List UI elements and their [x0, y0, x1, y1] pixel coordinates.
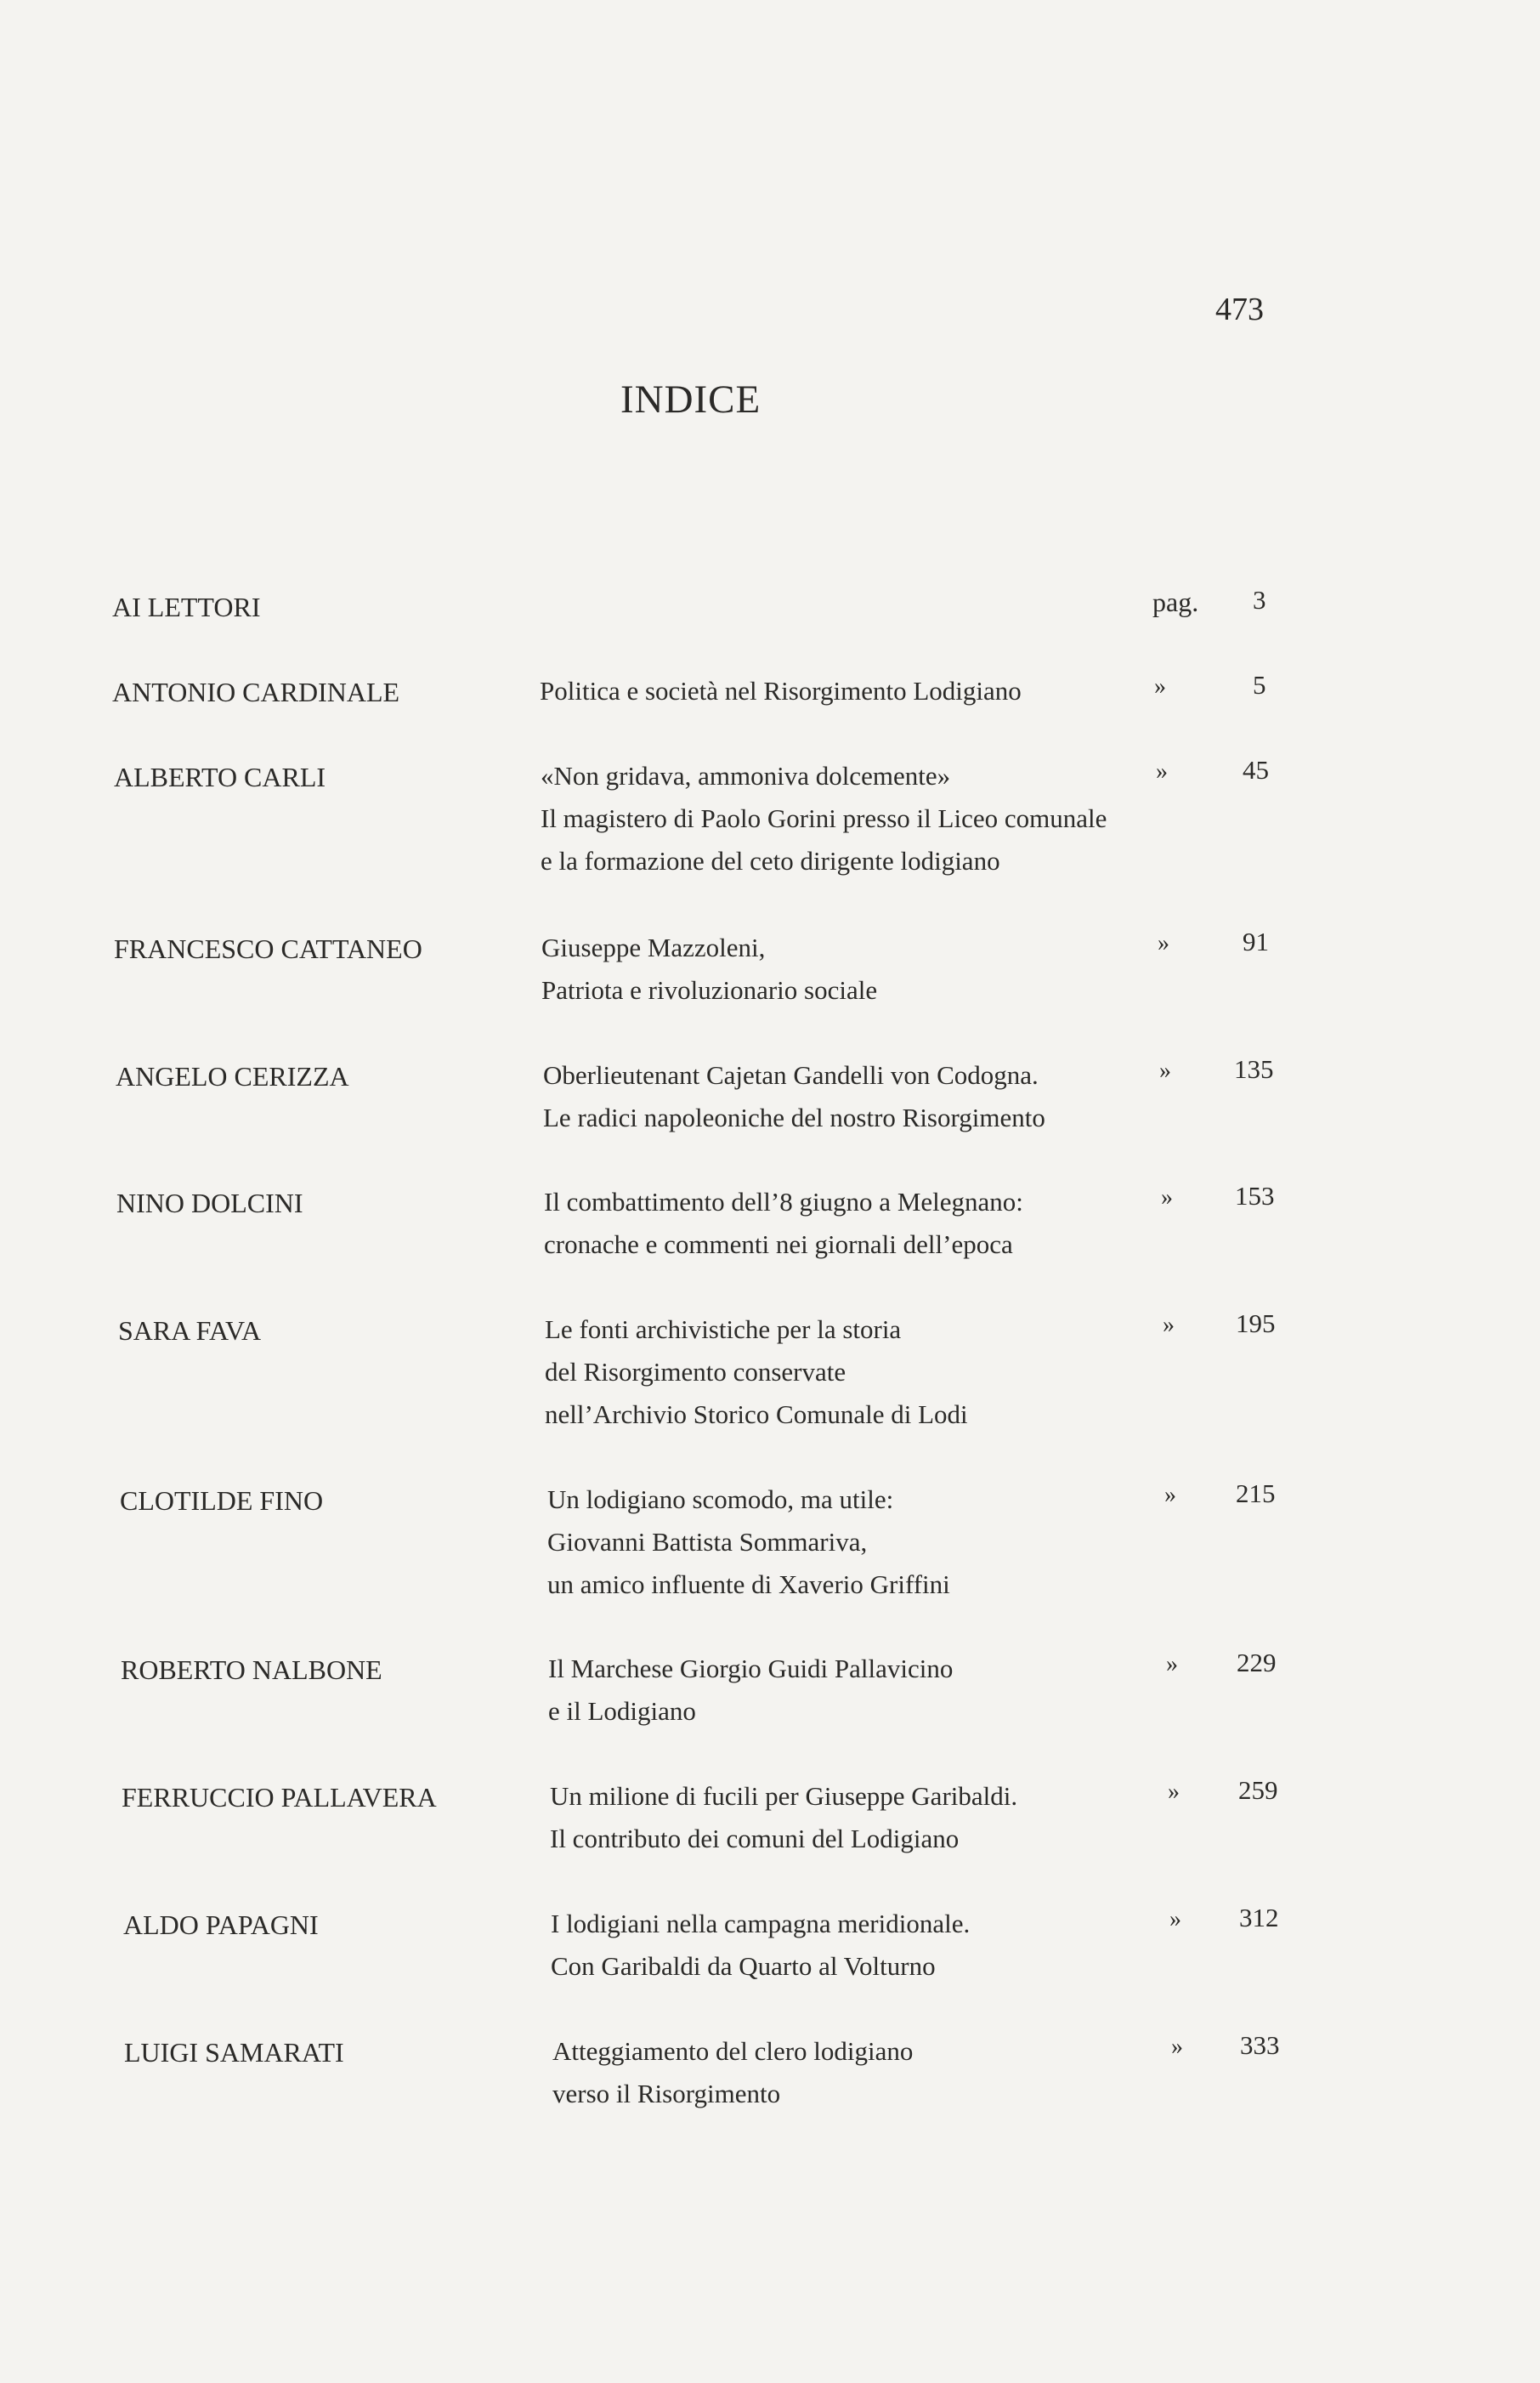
toc-author: CLOTILDE FINO: [120, 1485, 324, 1516]
toc-title-line: Un milione di fucili per Giuseppe Garibaldi.: [550, 1781, 1018, 1811]
toc-author: ANGELO CERIZZA: [116, 1061, 349, 1092]
toc-page-number: 195: [1236, 1308, 1276, 1338]
toc-title-line: Con Garibaldi da Quarto al Volturno: [551, 1951, 936, 1981]
toc-author: SARA FAVA: [118, 1315, 262, 1346]
toc-title: [540, 670, 1022, 712]
toc-author: ROBERTO NALBONE: [121, 1654, 382, 1685]
toc-author: FRANCESCO CATTANEO: [114, 933, 422, 964]
page-title: INDICE: [620, 377, 762, 422]
toc-author: FERRUCCIO PALLAVERA: [122, 1782, 437, 1813]
toc-title: [541, 927, 877, 1012]
toc-page-number: 3: [1253, 585, 1266, 615]
toc-title-line: Patriota e rivoluzionario sociale: [541, 975, 878, 1005]
toc-title: [541, 755, 1107, 882]
page-abbreviation: pag.: [1152, 587, 1199, 617]
toc-title-line: Oberlieutenant Cajetan Gandelli von Codogna.: [543, 1060, 1039, 1090]
toc-author: LUIGI SAMARATI: [124, 2037, 344, 2068]
toc-title: [550, 1775, 1017, 1860]
toc-page-number: 259: [1238, 1775, 1278, 1805]
ditto-mark: »: [1158, 930, 1169, 956]
toc-title-line: Atteggiamento del clero lodigiano: [552, 2036, 914, 2066]
toc-title-line: Un lodigiano scomodo, ma utile:: [547, 1484, 894, 1514]
toc-title-line: Il combattimento dell’8 giugno a Melegnano:: [544, 1187, 1023, 1217]
toc-title-line: nell’Archivio Storico Comunale di Lodi: [545, 1399, 968, 1429]
toc-title-line: Il Marchese Giorgio Guidi Pallavicino: [548, 1654, 954, 1683]
toc-title-line: e la formazione del ceto dirigente lodigiano: [541, 846, 1000, 876]
toc-title-line: cronache e commenti nei giornali dell’epoca: [544, 1229, 1013, 1259]
toc-page-number: 91: [1243, 927, 1269, 956]
toc-title-line: Il contributo dei comuni del Lodigiano: [550, 1824, 960, 1853]
toc-title: [547, 1478, 950, 1606]
toc-title-line: un amico influente di Xaverio Griffini: [547, 1569, 950, 1599]
toc-title: [545, 1308, 968, 1436]
ditto-mark: »: [1171, 2034, 1183, 2060]
ditto-mark: »: [1159, 1058, 1171, 1084]
toc-page-number: 229: [1237, 1648, 1277, 1677]
toc-title: [548, 1648, 953, 1733]
toc-page-number: 45: [1243, 755, 1269, 785]
ditto-mark: »: [1169, 1906, 1181, 1932]
toc-title-line: Giovanni Battista Sommariva,: [547, 1527, 868, 1557]
page-number: 473: [1215, 292, 1264, 327]
toc-title-line: Politica e società nel Risorgimento Lodigiano: [540, 676, 1022, 706]
ditto-mark: »: [1156, 758, 1168, 785]
toc-title-line: Il magistero di Paolo Gorini presso il Liceo comunale: [541, 803, 1107, 833]
toc-title-line: verso il Risorgimento: [552, 2079, 781, 2108]
toc-title-line: e il Lodigiano: [548, 1696, 696, 1726]
ditto-mark: »: [1161, 1184, 1173, 1211]
toc-author: AI LETTORI: [112, 592, 261, 622]
toc-title: [544, 1181, 1023, 1266]
toc-title-line: Le radici napoleoniche del nostro Risorgimento: [543, 1103, 1045, 1132]
ditto-mark: »: [1154, 673, 1166, 700]
toc-title-line: Giuseppe Mazzoleni,: [541, 933, 766, 962]
toc-title-line: Le fonti archivistiche per la storia: [545, 1314, 902, 1344]
toc-page-number: 312: [1239, 1903, 1279, 1932]
ditto-mark: »: [1166, 1651, 1178, 1677]
toc-page-number: 153: [1235, 1181, 1275, 1211]
toc-page-number: 135: [1234, 1054, 1274, 1084]
toc-title: [552, 2030, 913, 2115]
toc-page-number: 215: [1236, 1478, 1276, 1508]
toc-title-line: «Non gridava, ammoniva dolcemente»: [541, 761, 951, 791]
toc-page-number: 333: [1240, 2030, 1280, 2060]
toc-author: ALDO PAPAGNI: [123, 1909, 319, 1940]
ditto-mark: »: [1164, 1482, 1176, 1508]
toc-page-number: 5: [1253, 670, 1266, 700]
toc-title-line: I lodigiani nella campagna meridionale.: [551, 1909, 971, 1938]
ditto-mark: »: [1168, 1779, 1180, 1805]
toc-title: [551, 1903, 970, 1988]
toc-author: ANTONIO CARDINALE: [112, 677, 400, 707]
toc-title-line: del Risorgimento conservate: [545, 1357, 846, 1387]
toc-title: [543, 1054, 1045, 1139]
ditto-mark: »: [1163, 1312, 1175, 1338]
toc-author: NINO DOLCINI: [116, 1188, 303, 1218]
toc-author: ALBERTO CARLI: [114, 762, 326, 792]
